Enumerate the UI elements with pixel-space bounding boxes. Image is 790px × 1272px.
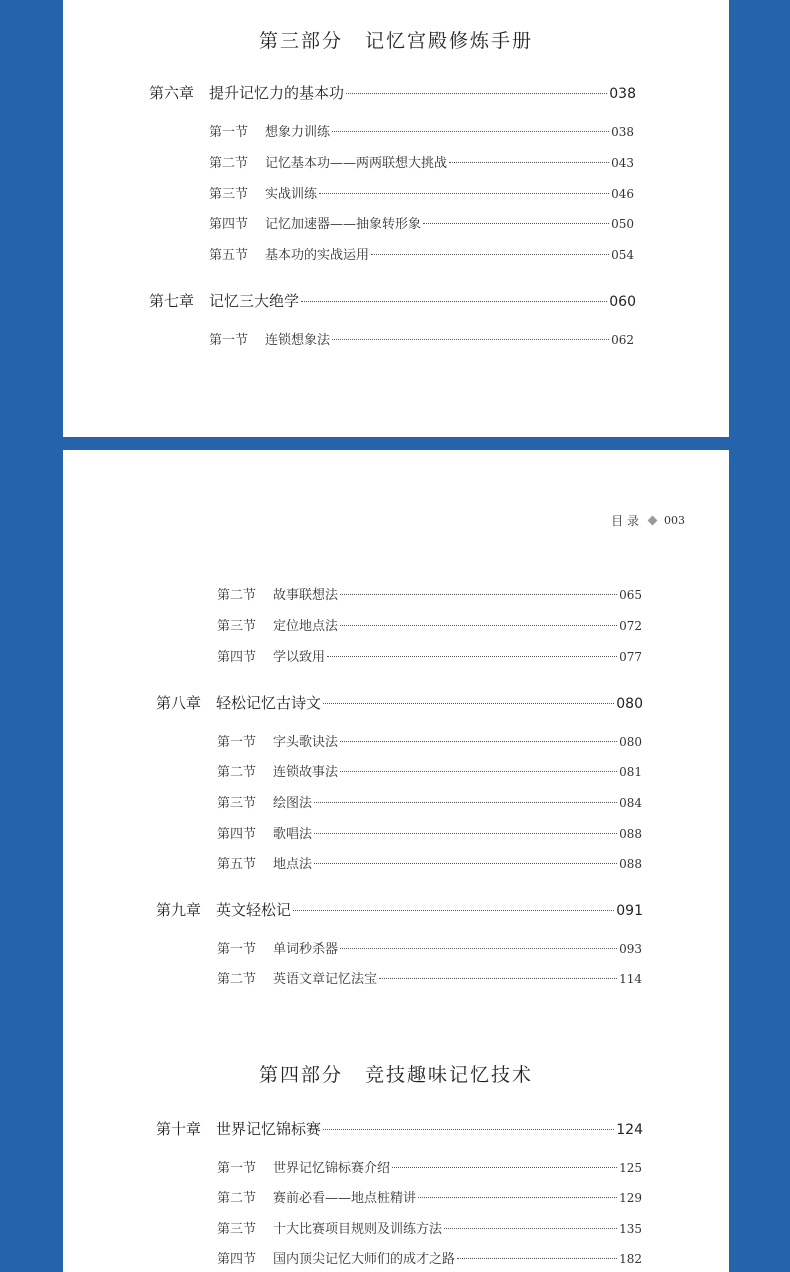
toc-section[interactable] (217, 938, 642, 957)
chapter-title: 英文轻松记 (216, 901, 292, 919)
leader-dots (332, 131, 609, 132)
section-number: 第三节 (209, 187, 249, 202)
chapter-title: 世界记忆锦标赛 (216, 1120, 322, 1138)
chapter-title: 轻松记忆古诗文 (216, 694, 322, 712)
section-number: 第四节 (209, 217, 249, 232)
section-title: 连锁想象法 (265, 333, 331, 348)
section-title: 故事联想法 (273, 588, 339, 603)
section-page-number: 080 (619, 735, 642, 749)
chapter-number: 第七章 (149, 292, 195, 310)
toc-section[interactable] (217, 731, 642, 750)
chapter-number: 第六章 (149, 84, 195, 102)
section-number: 第二节 (217, 1191, 257, 1206)
chapter-title: 记忆三大绝学 (209, 292, 300, 310)
section-number: 第一节 (217, 1161, 257, 1176)
leader-dots (423, 223, 609, 224)
toc-page-top (63, 0, 729, 437)
section-page-number: 081 (619, 765, 642, 779)
section-title: 记忆基本功——两两联想大挑战 (265, 156, 448, 171)
section-number: 第四节 (217, 1252, 257, 1267)
section-page-number: 050 (611, 217, 634, 231)
toc-section[interactable] (209, 244, 634, 263)
toc-section[interactable] (217, 968, 642, 987)
section-page-number: 182 (619, 1252, 642, 1266)
chapter-page-number: 080 (616, 696, 643, 712)
leader-dots (449, 162, 609, 163)
section-page-number: 088 (619, 827, 642, 841)
chapter-page-number: 038 (609, 86, 636, 102)
section-page-number: 054 (611, 248, 634, 262)
section-number: 第二节 (217, 588, 257, 603)
section-number: 第一节 (209, 125, 249, 140)
toc-section[interactable] (209, 329, 634, 348)
chapter-number: 第八章 (156, 694, 202, 712)
section-number: 第二节 (217, 765, 257, 780)
toc-section[interactable] (217, 792, 642, 811)
leader-dots (314, 802, 617, 803)
leader-dots (293, 910, 614, 911)
section-page-number: 114 (619, 972, 642, 986)
leader-dots (340, 625, 617, 626)
section-title: 字头歌诀法 (273, 735, 339, 750)
part-name: 记忆宫殿修炼手册 (365, 30, 534, 52)
section-title: 实战训练 (265, 187, 318, 202)
section-page-number: 046 (611, 187, 634, 201)
chapter-page-number: 091 (616, 903, 643, 919)
leader-dots (314, 833, 617, 834)
section-number: 第三节 (217, 796, 257, 811)
leader-dots (340, 741, 617, 742)
section-number: 第五节 (209, 248, 249, 263)
toc-section[interactable] (217, 1248, 642, 1267)
leader-dots (444, 1228, 617, 1229)
section-number: 第五节 (217, 857, 257, 872)
leader-dots (379, 978, 617, 979)
part-name: 竞技趣味记忆技术 (365, 1064, 534, 1086)
leader-dots (323, 703, 614, 704)
toc-chapter-8[interactable] (156, 692, 643, 713)
leader-dots (340, 948, 617, 949)
toc-section[interactable] (209, 152, 634, 171)
diamond-icon (648, 516, 658, 526)
leader-dots (319, 193, 609, 194)
section-title: 世界记忆锦标赛介绍 (273, 1161, 391, 1176)
section-title: 绘图法 (273, 796, 313, 811)
toc-section[interactable] (217, 761, 642, 780)
section-page-number: 135 (619, 1222, 642, 1236)
section-title: 基本功的实战运用 (265, 248, 370, 263)
toc-section[interactable] (217, 584, 642, 603)
section-title: 地点法 (273, 857, 313, 872)
section-title: 想象力训练 (265, 125, 331, 140)
section-title: 赛前必看——地点桩精讲 (273, 1191, 417, 1206)
toc-section[interactable] (209, 121, 634, 140)
toc-section[interactable] (217, 1218, 642, 1237)
toc-section[interactable] (217, 853, 642, 872)
leader-dots (457, 1258, 617, 1259)
chapter-page-number: 124 (616, 1122, 643, 1138)
leader-dots (340, 771, 617, 772)
leader-dots (418, 1197, 617, 1198)
toc-section[interactable] (217, 615, 642, 634)
section-title: 连锁故事法 (273, 765, 339, 780)
toc-section[interactable] (209, 183, 634, 202)
section-title: 单词秒杀器 (273, 942, 339, 957)
section-number: 第四节 (217, 650, 257, 665)
section-title: 英语文章记忆法宝 (273, 972, 378, 987)
section-page-number: 129 (619, 1191, 642, 1205)
section-title: 歌唱法 (273, 827, 313, 842)
toc-section[interactable] (209, 213, 634, 232)
leader-dots (314, 863, 617, 864)
section-page-number: 065 (619, 588, 642, 602)
leader-dots (323, 1129, 614, 1130)
chapter-number: 第九章 (156, 901, 202, 919)
running-header-page-number: 003 (664, 514, 685, 527)
leader-dots (340, 594, 617, 595)
chapter-number: 第十章 (156, 1120, 202, 1138)
toc-chapter-7[interactable] (149, 290, 636, 311)
section-page-number: 062 (611, 333, 634, 347)
leader-dots (371, 254, 609, 255)
section-number: 第三节 (217, 1222, 257, 1237)
section-number: 第三节 (217, 619, 257, 634)
section-title: 定位地点法 (273, 619, 339, 634)
section-title: 学以致用 (273, 650, 326, 665)
section-number: 第二节 (209, 156, 249, 171)
leader-dots (392, 1167, 617, 1168)
section-page-number: 038 (611, 125, 634, 139)
leader-dots (332, 339, 609, 340)
section-page-number: 077 (619, 650, 642, 664)
leader-dots (327, 656, 617, 657)
toc-chapter-6[interactable] (149, 82, 636, 103)
section-title: 国内顶尖记忆大师们的成才之路 (273, 1252, 456, 1267)
leader-dots (301, 301, 607, 302)
section-page-number: 093 (619, 942, 642, 956)
part-four-title (63, 1060, 729, 1087)
toc-section[interactable] (217, 646, 642, 665)
toc-page-bottom (63, 450, 729, 1272)
toc-section[interactable] (217, 1187, 642, 1206)
section-page-number: 043 (611, 156, 634, 170)
section-page-number: 072 (619, 619, 642, 633)
section-title: 十大比赛项目规则及训练方法 (273, 1222, 443, 1237)
toc-section[interactable] (217, 1157, 642, 1176)
section-number: 第一节 (209, 333, 249, 348)
running-header-label: 目 录 (611, 514, 639, 528)
part-three-title (63, 26, 729, 53)
part-label: 第三部分 (258, 30, 343, 52)
toc-chapter-10[interactable] (156, 1118, 643, 1139)
toc-section[interactable] (217, 823, 642, 842)
section-number: 第二节 (217, 972, 257, 987)
leader-dots (346, 93, 607, 94)
running-header (611, 512, 685, 529)
section-page-number: 088 (619, 857, 642, 871)
section-number: 第一节 (217, 735, 257, 750)
chapter-page-number: 060 (609, 294, 636, 310)
chapter-title: 提升记忆力的基本功 (209, 84, 345, 102)
section-title: 记忆加速器——抽象转形象 (265, 217, 422, 232)
part-label: 第四部分 (258, 1064, 343, 1086)
section-page-number: 125 (619, 1161, 642, 1175)
section-number: 第一节 (217, 942, 257, 957)
section-page-number: 084 (619, 796, 642, 810)
toc-chapter-9[interactable] (156, 899, 643, 920)
section-number: 第四节 (217, 827, 257, 842)
